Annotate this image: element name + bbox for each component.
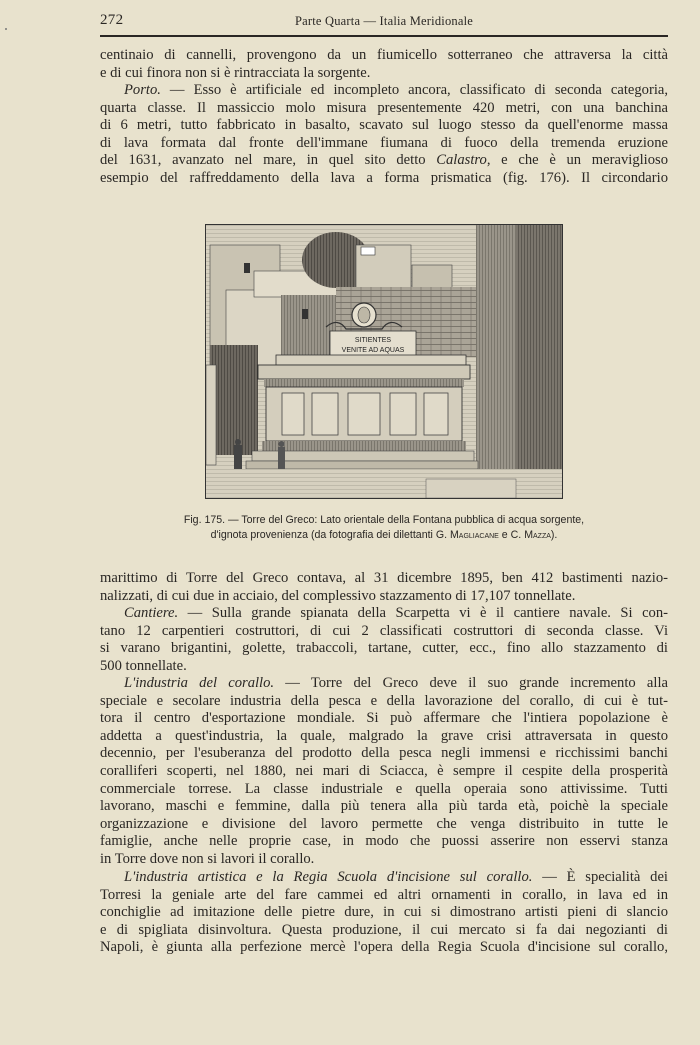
text-line: coralliferi scoperti, nel 1880, nei mari di Sciacca, è sempre il cespite della prosperità <box>100 762 668 779</box>
text-line: lavorano, maschi e femmine, dalla più tenera alla più tarda età, poichè la speciale <box>100 798 668 815</box>
text-line: tano 12 carpentieri costruttori, di cui 2 classificati costruttori di seconda classe. Vi <box>100 622 668 639</box>
text-line <box>100 675 668 693</box>
paragraph-cantiere <box>100 605 668 675</box>
engraving-illustration <box>206 225 562 498</box>
figure-caption <box>100 513 668 543</box>
text-line: addetta a quest'industria, la quale, malgrado la grave crisi attraversata in questo <box>100 727 668 744</box>
text-line: in Torre dove non si lavori il corallo. <box>100 850 315 867</box>
text-line: centinaio di cannelli, provengono da un fiumicello sotterraneo che attraversa la città <box>100 47 668 63</box>
paragraph-porto <box>100 82 668 188</box>
text-line: Torresi la geniale arte del fare cammei ed altri ornamenti in corallo, in lava ed in <box>100 886 668 903</box>
section-heading-scuola: L'industria artistica e la Regia Scuola d'incisione sul corallo. <box>124 869 533 885</box>
text-span: — Esso è artificiale ed incompleto ancora, classificato di seconda categoria, <box>160 82 668 98</box>
text-line: e di spigliata disinvoltura. Questa produzione, il cui mercato si fa dai negozianti di <box>100 921 668 938</box>
inscription-line-2: VENITE AD AQUAS <box>341 347 405 354</box>
caption-line: Fig. 175. — Torre del Greco: Lato orientale della Fontana pubblica di acqua sorgente, <box>183 514 585 526</box>
text-line: Napoli, è giunta alla perfezione mercè l'opera della Regia Scuola d'incisione sul corallo, <box>100 939 668 956</box>
text-line: organizzazione e divisione del lavoro permette che venga distribuito in tutte le <box>100 815 668 832</box>
text-line: speciale e secolare industria della pesca e della lavorazione del corallo, di cui è tut- <box>100 692 668 709</box>
text-span: del 1631, avanzato nel mare, in quel sito detto <box>100 152 437 169</box>
figure-fountain-engraving <box>205 224 563 499</box>
section-heading-corallo: L'industria del corallo. <box>124 675 275 691</box>
text-span: e C. <box>498 529 525 541</box>
page-header <box>100 8 668 32</box>
text-span: — È specialità dei <box>532 869 668 885</box>
running-title: Parte Quarta — Italia Meridionale <box>294 14 474 28</box>
text-line: conchiglie ad imitazione delle pietre dure, in cui si dimostrano artisti pieni di slancio <box>100 904 668 921</box>
section-heading-porto: Porto. <box>124 82 161 98</box>
header-rule <box>100 35 668 37</box>
text-line: esempio del raffreddamento della lava a forma prismatica (fig. 176). Il circondario <box>100 169 668 186</box>
text-line <box>100 869 668 887</box>
photographer-name: Magliacane <box>449 529 499 541</box>
page-number: 272 <box>100 12 124 28</box>
text-line <box>100 82 668 100</box>
text-line <box>100 605 668 623</box>
paragraph-circondario <box>100 570 668 605</box>
text-line: quarta classe. Il massiccio molo misura presentemente 420 metri, con una banchina <box>100 99 668 116</box>
text-line: di lava formata dal fronte dell'immane fiumana di fuoco della tremenda eruzione <box>100 134 668 151</box>
text-line <box>100 152 668 170</box>
text-span: d'ignota provenienza (da fotografia dei dilettanti G. <box>210 529 450 541</box>
text-span: — Sulla grande spianata della Scarpetta vi è il cantiere navale. Si con- <box>178 605 668 621</box>
text-line: marittimo di Torre del Greco contava, al 31 dicembre 1895, ben 412 bastimenti nazio- <box>100 570 668 586</box>
inscription-line-1: SITIENTES <box>354 337 392 344</box>
text-line: 500 tonnellate. <box>100 657 187 674</box>
text-line: di 6 metri, tutto fabbricato in basalto, scavato sul luogo stesso da quell'enorme massa <box>100 117 668 134</box>
text-line: nalizzati, di cui due in acciaio, del complessivo stazzamento di 17,107 tonnellate. <box>100 587 576 604</box>
caption-line <box>100 528 668 543</box>
text-span: ). <box>550 529 558 541</box>
place-name-italic: Calastro <box>436 152 487 169</box>
photographer-name: Mazza <box>524 529 551 541</box>
text-line: decennio, per l'esuberanza del prodotto della pesca negli immensi e ricchissimi banchi <box>100 745 668 762</box>
paragraph-corallo <box>100 675 668 869</box>
section-heading-cantiere: Cantiere. <box>124 605 179 621</box>
text-line: commerciale torrese. La classe industriale e quella operaia sono attivissime. Tutti <box>100 780 668 797</box>
text-span: , e che è un meraviglioso <box>486 152 669 169</box>
text-line: tora il centro d'esportazione mondiale. Si può affermare che l'intiera popolazione è <box>100 710 668 727</box>
scan-speck <box>5 28 7 30</box>
text-span: — Torre del Greco deve il suo grande incremento alla <box>274 675 668 691</box>
text-line: famiglie, anche nelle proprie case, in modo che puossi asserire non esservi stanza <box>100 833 668 850</box>
text-line: e di cui finora non si è rintracciata la sorgente. <box>100 64 371 81</box>
paragraph-scuola <box>100 869 668 957</box>
paragraph-continuation <box>100 47 668 82</box>
text-line: si varano brigantini, golette, trabaccoli, tartane, cutter, ecc., fino allo stazzamento di <box>100 640 668 657</box>
